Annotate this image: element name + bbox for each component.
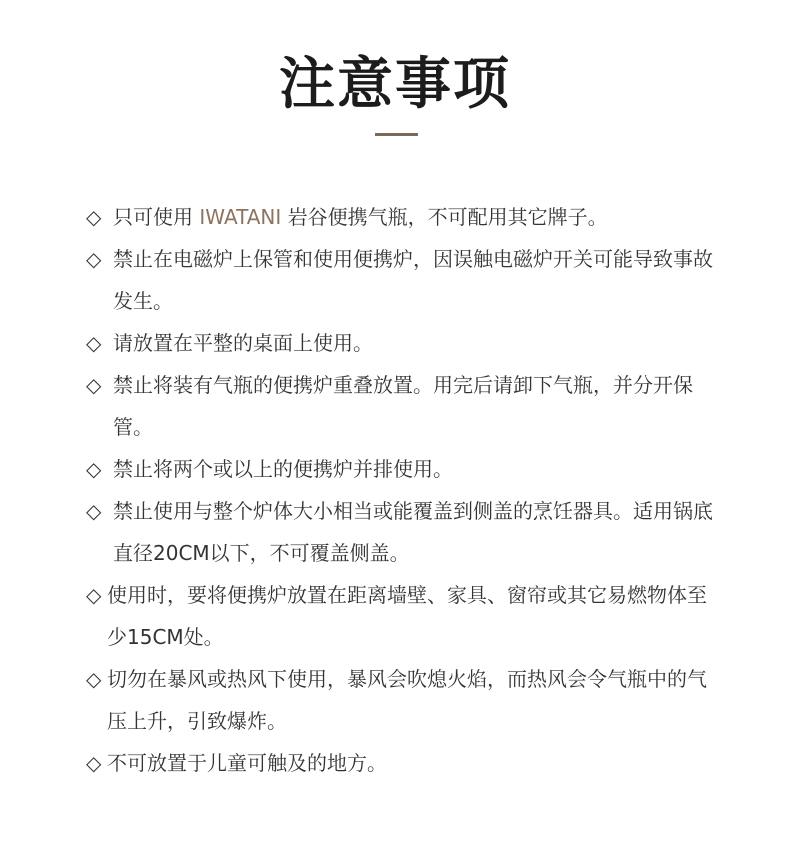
precaution-text: 禁止在电磁炉上保管和使用便携炉，因误触电磁炉开关可能导致事故发生。 [113, 247, 713, 313]
precaution-text: 禁止将两个或以上的便携炉并排使用。 [113, 457, 453, 481]
precaution-text: 只可使用 [113, 205, 200, 229]
precaution-text: 使用时，要将便携炉放置在距离墙壁、家具、窗帘或其它易燃物体至少15CM处。 [107, 583, 707, 649]
precaution-text: 禁止将装有气瓶的便携炉重叠放置。用完后请卸下气瓶，并分开保管。 [113, 373, 693, 439]
diamond-bullet-icon: ◇ [86, 373, 102, 397]
precaution-text: 岩谷便携气瓶，不可配用其它牌子。 [281, 205, 608, 229]
precaution-item [86, 490, 716, 574]
title-divider [375, 133, 418, 136]
diamond-bullet-icon: ◇ [86, 667, 102, 691]
precaution-item [86, 196, 716, 238]
precaution-text: 禁止使用与整个炉体大小相当或能覆盖到侧盖的烹饪器具。适用锅底直径20CM以下，不可覆盖侧盖。 [113, 499, 713, 565]
precaution-item [86, 448, 716, 490]
precaution-item [86, 322, 716, 364]
diamond-bullet-icon: ◇ [86, 247, 102, 271]
diamond-bullet-icon: ◇ [86, 457, 102, 481]
precaution-item [86, 238, 716, 322]
precaution-item [86, 658, 716, 742]
diamond-bullet-icon: ◇ [86, 205, 102, 229]
precaution-text: 不可放置于儿童可触及的地方。 [107, 751, 387, 775]
precautions-list [86, 196, 716, 784]
diamond-bullet-icon: ◇ [86, 751, 102, 775]
page-title: 注意事项 [279, 52, 511, 117]
diamond-bullet-icon: ◇ [86, 331, 102, 355]
precaution-item [86, 742, 716, 784]
precaution-text: 切勿在暴风或热风下使用，暴风会吹熄火焰，而热风会令气瓶中的气压上升，引致爆炸。 [107, 667, 707, 733]
brand-name: IWATANI [199, 205, 282, 229]
precaution-text: 请放置在平整的桌面上使用。 [113, 331, 373, 355]
diamond-bullet-icon: ◇ [86, 583, 102, 607]
diamond-bullet-icon: ◇ [86, 499, 102, 523]
precaution-item [86, 364, 716, 448]
precaution-item [86, 574, 716, 658]
